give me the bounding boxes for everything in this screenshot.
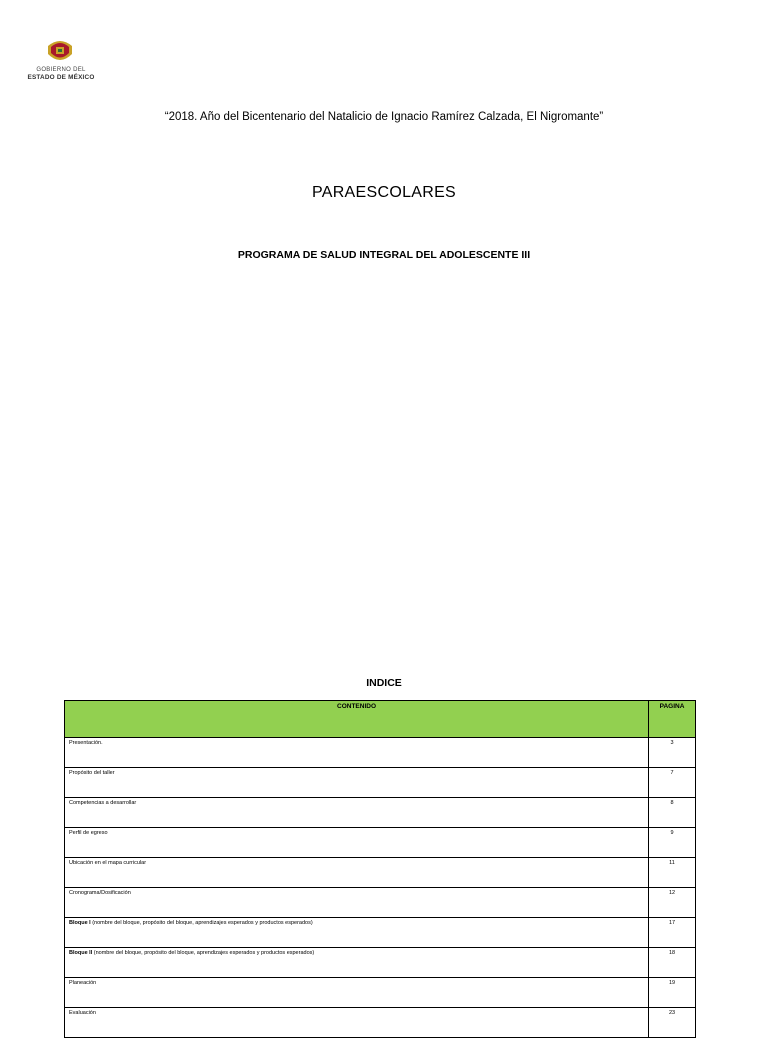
index-page-number: 12 bbox=[649, 888, 696, 918]
index-entry-text: Presentación. bbox=[69, 740, 103, 746]
index-entry bbox=[65, 738, 649, 768]
index-page-number: 23 bbox=[649, 1008, 696, 1038]
index-table bbox=[64, 700, 696, 1038]
index-entry bbox=[65, 978, 649, 1008]
index-page-number: 11 bbox=[649, 858, 696, 888]
logo-line-2: ESTADO DE MÉXICO bbox=[27, 74, 95, 81]
table-row bbox=[65, 738, 696, 768]
index-entry-text: Evaluación bbox=[69, 1010, 96, 1016]
index-page-number: 18 bbox=[649, 948, 696, 978]
index-entry bbox=[65, 828, 649, 858]
index-entry-prefix: Bloque I bbox=[69, 920, 91, 926]
table-row bbox=[65, 888, 696, 918]
index-entry bbox=[65, 858, 649, 888]
index-page-number: 19 bbox=[649, 978, 696, 1008]
index-entry bbox=[65, 888, 649, 918]
index-entry-text: Perfil de egreso bbox=[69, 830, 108, 836]
index-body bbox=[65, 738, 696, 1038]
table-row bbox=[65, 918, 696, 948]
column-header-page: PAGINA bbox=[649, 701, 696, 738]
index-page-number: 9 bbox=[649, 828, 696, 858]
table-row bbox=[65, 858, 696, 888]
index-entry-text: (nombre del bloque, propósito del bloque, aprendizajes esperados y productos esperados) bbox=[90, 920, 313, 926]
table-row bbox=[65, 948, 696, 978]
index-entry-text: (nombre del bloque, propósito del bloque, aprendizajes esperados y productos esperados) bbox=[92, 950, 315, 956]
year-motto: “2018. Año del Bicentenario del Natalicio de Ignacio Ramírez Calzada, El Nigromante” bbox=[164, 111, 604, 123]
index-page-number: 17 bbox=[649, 918, 696, 948]
index-entry-text: Cronograma/Dosificación bbox=[69, 890, 131, 896]
index-title: INDICE bbox=[366, 677, 402, 689]
index-page-number: 7 bbox=[649, 768, 696, 798]
index-entry bbox=[65, 768, 649, 798]
index-page-number: 8 bbox=[649, 798, 696, 828]
index-entry-text: Planeación bbox=[69, 980, 97, 986]
index-entry bbox=[65, 798, 649, 828]
table-row bbox=[65, 768, 696, 798]
column-header-content: CONTENIDO bbox=[65, 701, 649, 738]
index-entry bbox=[65, 1008, 649, 1038]
index-entry bbox=[65, 948, 649, 978]
state-seal-icon bbox=[46, 38, 74, 64]
index-entry-text: Ubicación en el mapa curricular bbox=[69, 860, 147, 866]
document-subtitle: PROGRAMA DE SALUD INTEGRAL DEL ADOLESCENTE III bbox=[237, 249, 531, 261]
logo-line-1: GOBIERNO DEL bbox=[36, 67, 86, 73]
index-header-row bbox=[65, 701, 696, 738]
index-entry-text: Competencias a desarrollar bbox=[69, 800, 137, 806]
table-row bbox=[65, 1008, 696, 1038]
table-row bbox=[65, 828, 696, 858]
index-page-number: 3 bbox=[649, 738, 696, 768]
table-row bbox=[65, 798, 696, 828]
table-row bbox=[65, 978, 696, 1008]
document-title: PARAESCOLARES bbox=[311, 184, 457, 201]
index-entry-text: Propósito del taller bbox=[69, 770, 115, 776]
state-logo bbox=[22, 36, 102, 86]
index-entry bbox=[65, 918, 649, 948]
index-entry-prefix: Bloque II bbox=[69, 950, 93, 956]
